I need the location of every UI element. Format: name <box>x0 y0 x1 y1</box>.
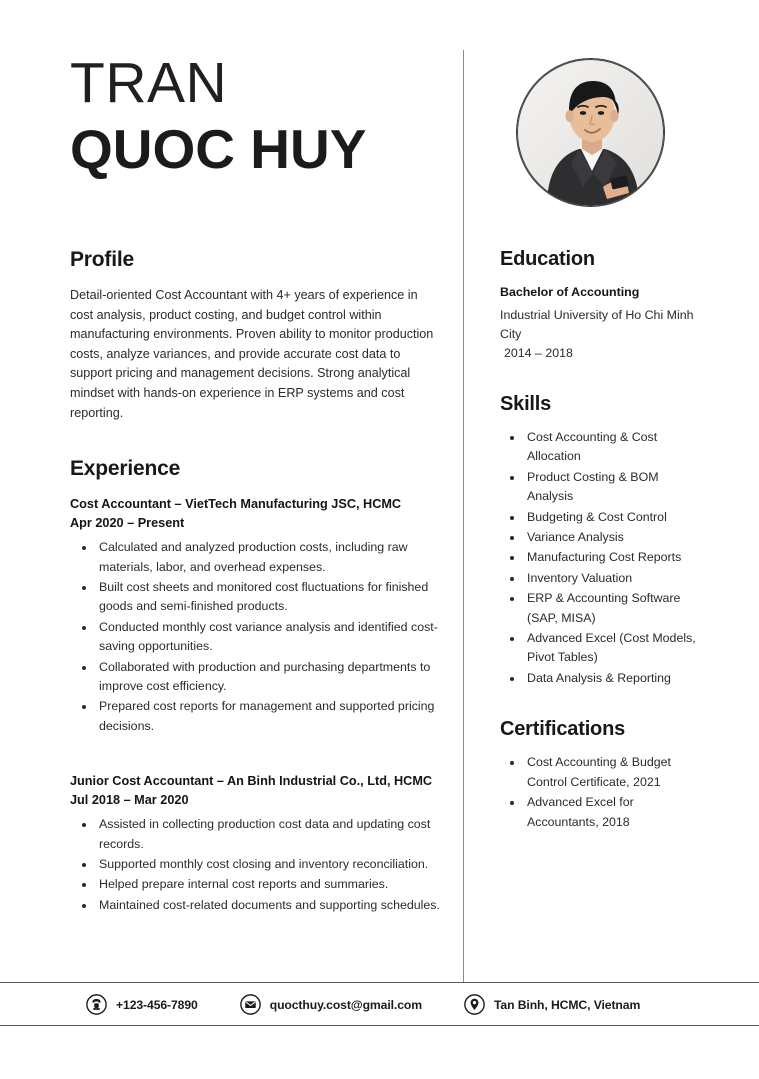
education-section <box>500 248 700 363</box>
contact-footer <box>0 982 759 1026</box>
skill-item: • ERP & Accounting Software (SAP, MISA) <box>524 589 700 628</box>
skills-section <box>500 393 700 688</box>
contact-location[interactable] <box>464 994 640 1015</box>
job-bullets <box>70 538 442 736</box>
education-degree: Bachelor of Accounting <box>500 285 640 299</box>
skill-item: • Advanced Excel (Cost Models, Pivot Tables) <box>524 629 700 668</box>
profile-section <box>70 248 442 423</box>
job-bullet: • Supported monthly cost closing and inventory reconciliation. <box>96 855 442 874</box>
job-bullets <box>70 815 442 915</box>
skill-item: • Data Analysis & Reporting <box>524 669 700 688</box>
contact-email-text: quocthuy.cost@gmail.com <box>269 997 422 1012</box>
experience-title: Experience <box>70 457 181 481</box>
certifications-section <box>500 718 700 832</box>
job-bullet: • Assisted in collecting production cost data and updating cost records. <box>96 815 442 854</box>
contact-email[interactable] <box>240 994 422 1015</box>
profile-photo-illustration <box>517 59 664 206</box>
certifications-list <box>500 753 700 832</box>
job-bullet: • Prepared cost reports for management and supported pricing decisions. <box>96 697 442 736</box>
job-bullet: • Maintained cost-related documents and supporting schedules. <box>96 896 442 915</box>
experience-item <box>70 495 442 736</box>
phone-icon <box>86 994 107 1015</box>
skill-item: • Cost Accounting & Cost Allocation <box>524 428 700 467</box>
job-role: Cost Accountant – VietTech Manufacturing JSC, HCMC <box>70 497 402 512</box>
contact-location-text: Tan Binh, HCMC, Vietnam <box>493 997 641 1012</box>
profile-photo <box>516 58 665 207</box>
email-icon <box>240 994 261 1015</box>
left-column <box>70 248 442 937</box>
education-school: Industrial University of Ho Chi Minh City <box>500 308 694 341</box>
contact-list <box>86 983 640 1026</box>
job-bullet: • Collaborated with production and purchasing departments to improve cost efficiency. <box>96 658 442 697</box>
name-block <box>70 52 450 180</box>
job-bullet: • Helped prepare internal cost reports and summaries. <box>96 875 442 894</box>
job-bullet: • Built cost sheets and monitored cost fluctuations for finished goods and semi-finished products. <box>96 578 442 617</box>
skills-list <box>500 428 700 688</box>
experience-section <box>70 457 442 915</box>
last-name: QUOC HUY <box>70 118 367 180</box>
job-bullet: • Calculated and analyzed production costs, including raw materials, labor, and overhead expenses. <box>96 538 442 577</box>
job-dates: Jul 2018 – Mar 2020 <box>70 792 189 807</box>
profile-title: Profile <box>70 248 134 271</box>
skill-item: • Inventory Valuation <box>524 569 700 588</box>
education-years: 2014 – 2018 <box>504 346 573 360</box>
certifications-title: Certifications <box>500 718 626 741</box>
first-name: TRAN <box>70 51 228 115</box>
skill-item: • Variance Analysis <box>524 528 700 547</box>
location-icon <box>464 994 485 1015</box>
education-title: Education <box>500 248 595 270</box>
experience-item <box>70 772 442 915</box>
skill-item: • Product Costing & BOM Analysis <box>524 468 700 507</box>
skill-item: • Budgeting & Cost Control <box>524 508 700 527</box>
right-column <box>500 248 700 833</box>
skills-title: Skills <box>500 393 552 415</box>
resume-header <box>0 0 759 232</box>
certification-item: • Advanced Excel for Accountants, 2018 <box>524 793 700 832</box>
job-dates: Apr 2020 – Present <box>70 515 185 530</box>
job-role: Junior Cost Accountant – An Binh Industrial Co., Ltd, HCMC <box>70 774 433 789</box>
skill-item: • Manufacturing Cost Reports <box>524 548 700 567</box>
contact-phone[interactable] <box>86 994 198 1015</box>
profile-text: Detail-oriented Cost Accountant with 4+ years of experience in cost analysis, product costing, and budget control within manufacturing environments. Proven ability to monitor production costs, analyze variances, and provide accurate cost data to support pricing and management decisions. Strong analytical mindset with hands-on experience in ERP systems and cost reporting. <box>70 288 434 420</box>
job-bullet: • Conducted monthly cost variance analysis and identified cost-saving opportunities. <box>96 618 442 657</box>
contact-phone-text: +123-456-7890 <box>116 997 198 1012</box>
certification-item: • Cost Accounting & Budget Control Certificate, 2021 <box>524 753 700 792</box>
